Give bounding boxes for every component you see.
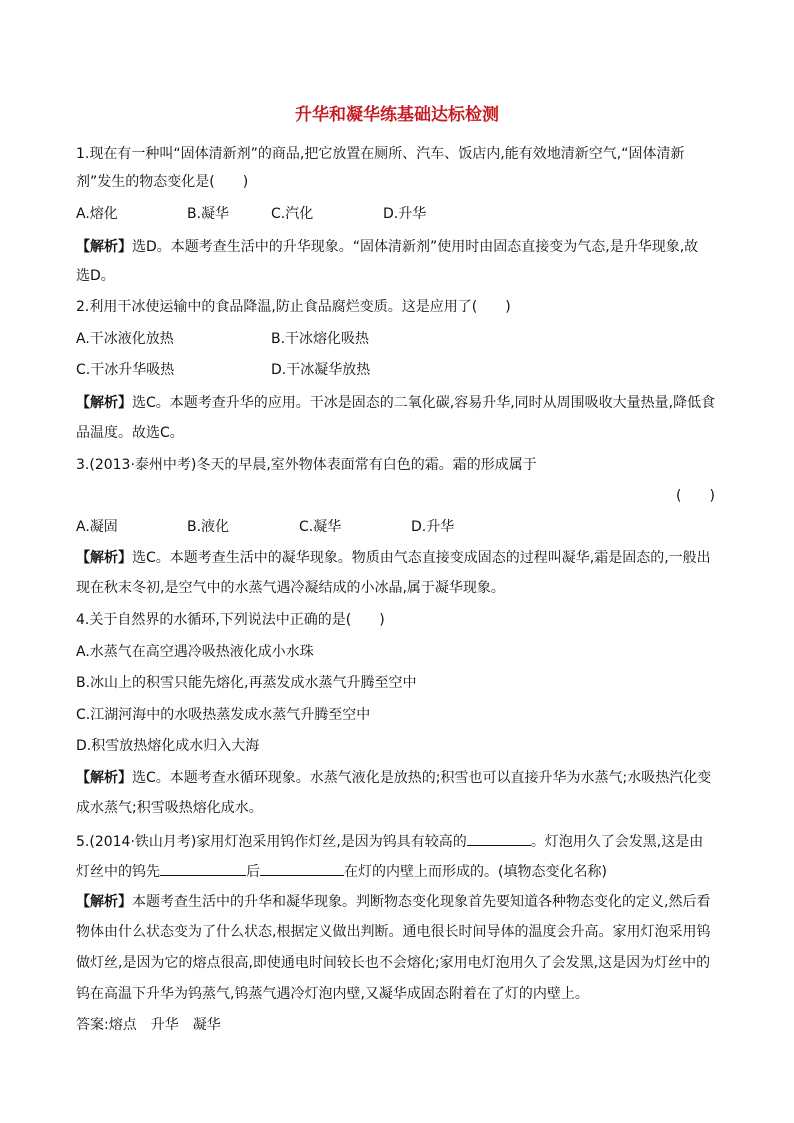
page-title: 升华和凝华练基础达标检测 — [295, 105, 499, 125]
question-5-text-d: 后 — [246, 864, 260, 880]
question-3-analysis-line-2: 现在秋末冬初,是空气中的水蒸气遇冷凝结成的小冰晶,属于凝华现象。 — [76, 580, 505, 596]
question-2-option-c: C.干冰升华吸热 — [76, 362, 175, 378]
answer-blank-3 — [260, 860, 344, 876]
analysis-tag: 【解析】 — [76, 239, 132, 255]
question-2-option-a: A.干冰液化放热 — [76, 331, 174, 347]
question-2-option-b: B.干冰熔化吸热 — [271, 331, 370, 347]
analysis-text: 选C。本题考查生活中的凝华现象。物质由气态直接变成固态的过程叫凝华,霜是固态的,一般出 — [132, 550, 711, 566]
analysis-tag: 【解析】 — [76, 395, 132, 411]
question-3-option-b: B.液化 — [187, 519, 230, 535]
analysis-text: 选C。本题考查升华的应用。干冰是固态的二氧化碳,容易升华,同时从周围吸收大量热量,降低食 — [132, 395, 716, 411]
question-4-option-a: A.水蒸气在高空遇冷吸热液化成小水珠 — [76, 644, 314, 660]
question-3-option-d: D.升华 — [411, 519, 455, 535]
analysis-tag: 【解析】 — [76, 894, 132, 910]
question-5-analysis-line-4: 钨在高温下升华为钨蒸气,钨蒸气遇冷灯泡内壁,又凝华成固态附着在了灯的内壁上。 — [76, 986, 589, 1002]
answer-blank-1 — [467, 830, 531, 846]
question-1-option-a: A.熔化 — [76, 206, 118, 222]
question-5-analysis-line-2: 物体由什么状态变为了什么状态,根据定义做出判断。通电很长时间导体的温度会升高。家用灯泡采用钨 — [76, 924, 711, 940]
question-1-option-d: D.升华 — [383, 206, 427, 222]
question-2-option-d: D.干冰凝华放热 — [271, 362, 371, 378]
question-2-line-1: 2.利用干冰使运输中的食品降温,防止食品腐烂变质。这是应用了( ) — [76, 299, 511, 315]
question-5-answer: 答案:熔点 升华 凝华 — [76, 1017, 221, 1033]
question-5-text-b: 。灯泡用久了会发黑,这是由 — [530, 834, 704, 850]
question-5-text-c: 灯丝中的钨先 — [76, 864, 160, 880]
question-1-analysis-line-1 — [76, 237, 726, 257]
analysis-text: 选D。本题考查生活中的升华现象。“固体清新剂”使用时由固态直接变为气态,是升华现象,故 — [132, 239, 699, 255]
question-5-line-2 — [76, 860, 726, 882]
question-2-analysis-line-2: 品温度。故选C。 — [76, 425, 184, 441]
question-4-option-d: D.积雪放热熔化成水归入大海 — [76, 738, 260, 754]
question-4-analysis-line-2: 成水蒸气;积雪吸热熔化成水。 — [76, 800, 263, 816]
question-1-option-c: C.汽化 — [271, 206, 314, 222]
question-5-text-e: 在灯的内壁上而形成的。(填物态变化名称) — [344, 864, 607, 880]
question-5-analysis-line-3: 做灯丝,是因为它的熔点很高,即使通电时间较长也不会熔化;家用电灯泡用久了会发黑,这是因为灯丝中的 — [76, 955, 711, 971]
question-3-option-c: C.凝华 — [299, 519, 342, 535]
question-3-line-1: 3.(2013·泰州中考)冬天的早晨,室外物体表面常有白色的霜。霜的形成属于 — [76, 457, 537, 473]
question-1-line-2: 剂”发生的物态变化是( ) — [76, 174, 249, 190]
question-3-option-a: A.凝固 — [76, 519, 118, 535]
question-5-analysis-line-1 — [76, 892, 726, 912]
analysis-tag: 【解析】 — [76, 770, 132, 786]
question-4-option-c: C.江湖河海中的水吸热蒸发成水蒸气升腾至空中 — [76, 707, 371, 723]
question-5-text-a: 5.(2014·铁山月考)家用灯泡采用钨作灯丝,是因为钨具有较高的 — [76, 834, 467, 850]
analysis-text: 选C。本题考查水循环现象。水蒸气液化是放热的;积雪也可以直接升华为水蒸气;水吸热汽化变 — [132, 770, 712, 786]
analysis-text: 本题考查生活中的升华和凝华现象。判断物态变化现象首先要知道各种物态变化的定义,然后看 — [132, 894, 711, 910]
question-2-analysis-line-1 — [76, 393, 726, 413]
question-5-line-1 — [76, 830, 726, 852]
question-3-answer-paren: ( ) — [676, 488, 715, 504]
analysis-tag: 【解析】 — [76, 550, 132, 566]
answer-blank-2 — [160, 860, 246, 876]
question-1-analysis-line-2: 选D。 — [76, 268, 115, 284]
question-3-analysis-line-1 — [76, 548, 726, 568]
question-1-line-1: 1.现在有一种叫“固体清新剂”的商品,把它放置在厕所、汽车、饭店内,能有效地清新空气,“固体清新 — [76, 146, 685, 162]
question-4-option-b: B.冰山上的积雪只能先熔化,再蒸发成水蒸气升腾至空中 — [76, 675, 417, 691]
question-4-line-1: 4.关于自然界的水循环,下列说法中正确的是( ) — [76, 612, 385, 628]
question-1-option-b: B.凝华 — [187, 206, 230, 222]
question-4-analysis-line-1 — [76, 768, 726, 788]
